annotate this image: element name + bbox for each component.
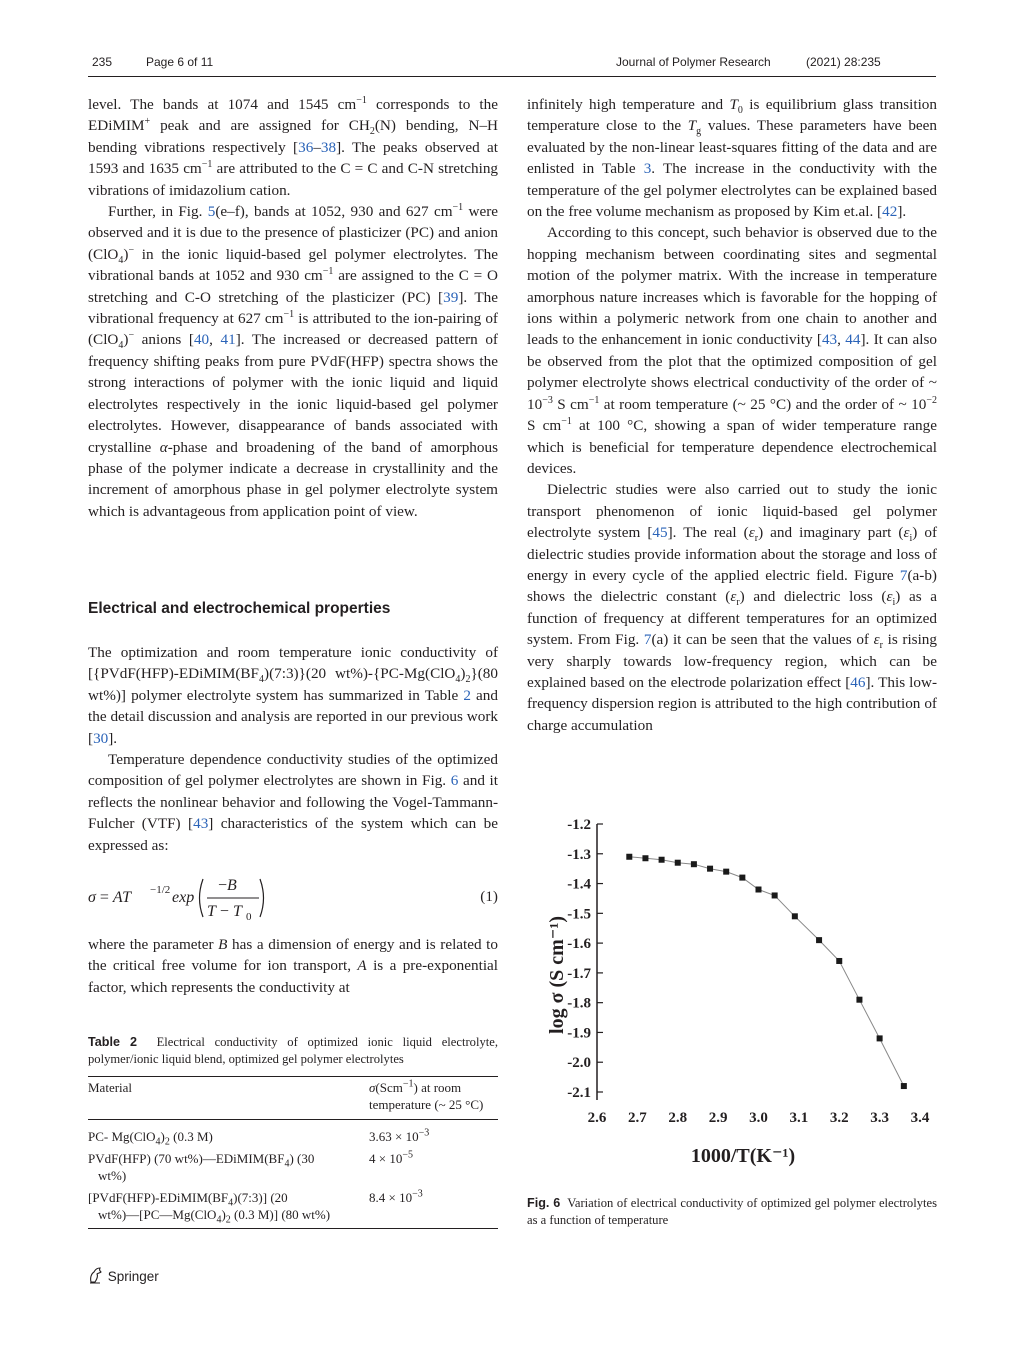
x-tick-label: 2.7 xyxy=(628,1110,647,1126)
x-tick-label: 3.2 xyxy=(829,1110,849,1126)
svg-text:T − T: T − T xyxy=(207,903,242,920)
x-tick-label: 3.0 xyxy=(749,1110,768,1126)
table-bottom-rule xyxy=(88,1228,498,1229)
table-header-rule xyxy=(88,1119,498,1120)
svg-text:−1/2: −1/2 xyxy=(150,884,171,896)
data-point xyxy=(675,860,681,866)
right-column: infinitely high temperature and $T_0$ is equilibrium glass transition temperature close to the $T_g$ values. These parameters have been evaluated by the non-linear least-squares fitting of the data and are enlisted in Table 3. The increase in the conductivity with the temperature of the gel polymer electrolytes can be explained based on the free volume mechanism as proposed by Kim et.al. [42]. According to this concept, such behavior is observed due to the hopping mechanism between coordinating sites and segmental motion of the polymer matrix. With the increase in temperature amorphous nature increases which is favorable for the hopping of ions within a polymeric network from one chain to another and leads to the enhancement in ionic conductivity [43, 44]. It can also be observed from the plot that the optimized composition of gel polymer electrolyte shows electrical conductivity of the order of ~ $10^{-3}$ S $cm^{-1}$ at room temperature (~ 25 °C) and the order of ~ $10^{-2}$ S $cm^{-1}$ at 100 °C, showing a span of wider temperature range which is beneficial for temperature dependence electrochemical devices. Dielectric studies were also carried out to study the ionic transport phenomenon of ionic liquid-based gel polymer electrolyte system [45]. The real $(\varepsilon_r)$ and imaginary part $(\varepsilon_i)$ of dielectric studies provide information about the storage and loss of energy in every cycle of the applied electric field. Figure 7(a-b) shows the dielectric constant $(\varepsilon_r)$ and dielectric loss $(\varepsilon_i)$ as a function of frequency at different temperatures for an optimized system. From Fig. 7(a) it can be seen that the values of $\varepsilon_r$ is rising very sharply towards low-frequency region, which can be explained based on the electrode polarization effect [46]. This low-frequency dispersion region is attributed to the high contribution of charge accumulation xyxy=(527,96,938,734)
table-caption-text: Electrical conductivity of optimized ionic liquid electrolyte, polymer/ionic liquid blend, optimized gel polymer electrolytes xyxy=(88,1035,499,1066)
conductivity-chart xyxy=(535,810,935,1170)
section-heading: Electrical and electrochemical properties xyxy=(88,600,391,617)
left-column-top: level. The bands at 1074 and 1545 $cm^{-1}$ corresponds to the EDiMIM+ peak and are assigned for $CH_2(N)$ bending, N–H bending vibrations respectively [36–38]. The peaks observed at 1593 and 1635 $cm^{-1}$ are attributed to the C = C and C-N stretching vibrations of imidazolium cation. Further, in Fig. 5(e–f), bands at 1052, 930 and 627 $cm^{-1}$ were observed and it is due to the presence of plasticizer (PC) and anion (ClO$_4$)− in the ionic liquid-based gel polymer electrolytes. The vibrational bands at 1052 and 930 $cm^{-1}$ are assigned to the C = O stretching and C-O stretching of the plasticizer (PC) [39]. The vibrational frequency at 627 $cm^{-1}$ is attributed to the ion-pairing of (ClO$_4$)− anions [40, 41]. The increased or decreased pattern of frequency shifting peaks from pure PVdF(HFP) spectra shows the strong interactions of polymer with the ionic liquid and liquid electrolytes respectively in the ionic liquid-based gel polymer electrolytes. However, disappearance of bands associated with crystalline α-phase and broadening of the band of amorphous phase of the polymer indicate a decrease in crystallinity and the increment of amorphous phase in gel polymer electrolyte system which is advantageous from application point of view. xyxy=(88,94,499,520)
data-point xyxy=(756,887,762,893)
y-tick-label: -1.8 xyxy=(567,995,591,1012)
page-number: 235 xyxy=(92,55,113,69)
data-point xyxy=(836,958,842,964)
y-tick-label: -1.6 xyxy=(567,936,591,953)
x-axis-label: 1000/T(K⁻¹) xyxy=(690,1145,796,1167)
data-point xyxy=(723,869,729,875)
data-point xyxy=(856,997,862,1003)
data-point xyxy=(626,854,632,860)
x-tick-label: 2.6 xyxy=(587,1110,607,1126)
left-column-after-equation: where the parameter B has a dimension of energy and is related to the critical free volume for ion transport, A is a pre-exponential factor, which represents the conductivity at xyxy=(88,936,499,996)
data-point xyxy=(642,855,648,861)
data-point xyxy=(739,875,745,881)
svg-text:0: 0 xyxy=(246,911,252,923)
y-tick-label: -1.4 xyxy=(567,876,591,893)
y-tick-label: -2.0 xyxy=(567,1055,591,1072)
footer xyxy=(88,1266,159,1284)
data-point xyxy=(877,1035,883,1041)
table-label: Table 2 xyxy=(88,1035,138,1049)
table-row-2-value: $4 \times 10^{-5}$ xyxy=(369,1149,413,1166)
y-tick-label: -1.2 xyxy=(567,817,591,833)
citation: (2021) 28:235 xyxy=(806,55,881,69)
x-tick-label: 3.4 xyxy=(910,1110,930,1126)
table-row-1-material: PC- $Mg(ClO_4)_2$ (0.3 M) xyxy=(88,1129,213,1148)
chart-series xyxy=(626,854,907,1089)
chart-ticks xyxy=(567,817,930,1126)
table-row-3-value: $8.4 \times 10^{-3}$ xyxy=(369,1188,423,1205)
y-tick-label: -1.5 xyxy=(567,906,591,923)
series-line xyxy=(629,857,904,1086)
y-tick-label: -1.3 xyxy=(567,846,591,863)
data-point xyxy=(772,892,778,898)
springer-horse-icon xyxy=(88,1266,104,1284)
figure-caption xyxy=(527,1195,937,1229)
x-tick-label: 3.3 xyxy=(870,1110,889,1126)
table-header-conductivity: σ(Scm$^{-1}$) at room temperature (~ 25 °C) xyxy=(369,1078,484,1112)
svg-text:σ = AT: σ = AT xyxy=(88,889,131,906)
equation-number: (1) xyxy=(480,888,498,905)
x-tick-label: 2.8 xyxy=(668,1110,688,1126)
header-rule xyxy=(88,76,936,77)
journal-name: Journal of Polymer Research xyxy=(616,55,771,69)
table-row-3-material: $[PVdF(HFP)-EDiMIM(BF_4)(7:3)]$ (20 $wt\%)—[PC—Mg(ClO_4)_2$ (0.3 M)] (80 wt%) xyxy=(88,1190,331,1226)
figure-label: Fig. 6 xyxy=(527,1196,561,1210)
y-tick-label: -2.1 xyxy=(567,1085,591,1101)
y-tick-label: -1.7 xyxy=(567,965,591,982)
equation-1 xyxy=(88,870,498,926)
svg-text:exp: exp xyxy=(172,889,195,906)
left-column-section-body: The optimization and room temperature ionic conductivity of [$\{PVdF(HFP)-EDiMIM(BF_4)(7:3)\}(20$ $wt\%)-\{PC-Mg(ClO_4)_2\}(80$ wt%)] polymer electrolyte system has summarized in Table 2 and the detail discussion and analysis are reported in our previous work [30]. Temperature dependence conductivity studies of the optimized composition of gel polymer electrolytes are shown in Fig. 6 and it reflects the nonlinear behavior and following the Vogel-Tammann-Fulcher (VTF) [43] characteristics of the system which can be expressed as: xyxy=(88,644,498,854)
y-axis-label: log σ (S cm⁻¹) xyxy=(546,916,568,1034)
data-point xyxy=(691,861,697,867)
x-tick-label: 3.1 xyxy=(789,1110,809,1126)
data-point xyxy=(901,1083,907,1089)
table-caption xyxy=(88,1034,498,1068)
data-point xyxy=(792,913,798,919)
data-point xyxy=(707,866,713,872)
y-tick-label: -1.9 xyxy=(567,1025,591,1042)
table-row-1-value: $3.63 \times 10^{-3}$ xyxy=(369,1127,430,1144)
equation-graphic xyxy=(88,870,498,926)
data-point xyxy=(816,937,822,943)
figure-caption-text: Variation of electrical conductivity of optimized gel polymer electrolytes as a function of temperature xyxy=(527,1196,938,1227)
page-of: Page 6 of 11 xyxy=(146,55,214,69)
publisher-name: Springer xyxy=(107,1269,159,1284)
table-row-2-material: PVdF(HFP) (70 $wt\%)—EDiMIM(BF_4)$ (30 wt%) xyxy=(88,1151,315,1183)
x-tick-label: 2.9 xyxy=(708,1110,728,1126)
table-top-rule xyxy=(88,1076,498,1077)
svg-text:−B: −B xyxy=(218,877,237,894)
data-point xyxy=(659,857,665,863)
table-header-material: Material xyxy=(88,1080,133,1095)
